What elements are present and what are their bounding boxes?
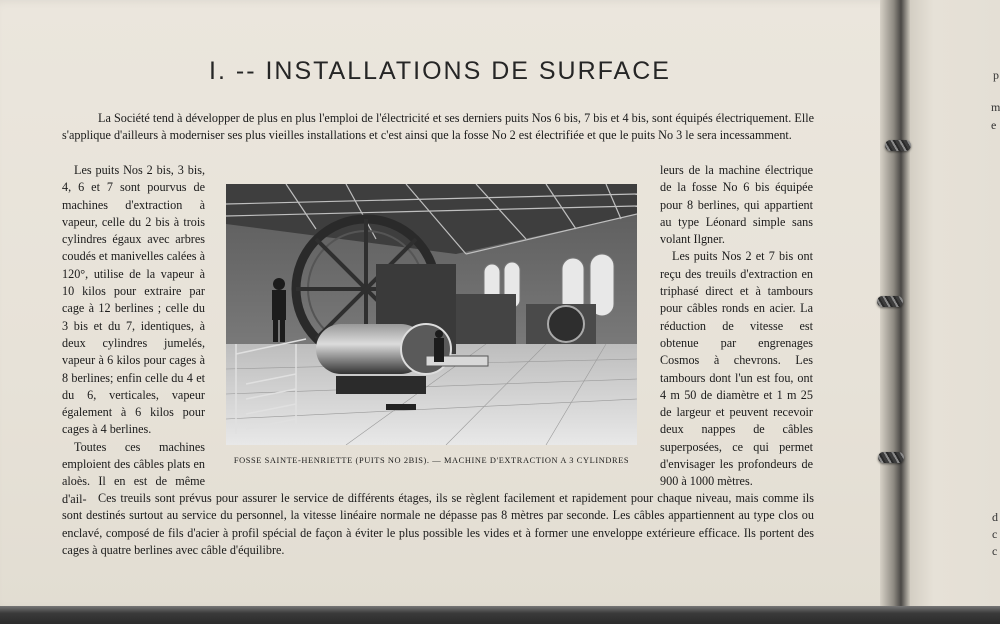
next-page-fragment: m bbox=[991, 100, 1000, 114]
book-gutter bbox=[880, 0, 910, 624]
engine-room-photo bbox=[226, 184, 637, 445]
intro-paragraph: La Société tend à développer de plus en plus l'emploi de l'électricité et ses derniers puits Nos 6 bis, 7 bis et 4 bis, sont équipés électriquement. Elle s'applique d'ailleurs à moderniser ses plus vieilles installations et c'est ainsi que la fosse No 2 est électrifiée et que le puits No 3 le sera incessamment. bbox=[62, 111, 814, 143]
next-page-fragment: c bbox=[992, 527, 998, 541]
left-column-paragraph: Toutes ces machines emploient des câbles plats en aloès. Il en est de même d'ail- bbox=[62, 439, 205, 506]
right-column bbox=[660, 162, 813, 491]
right-column-paragraph: leurs de la machine électrique de la fosse No 6 bis équipée pour 8 berlines, qui appartient au type Léonard simple sans volant Ilgner. bbox=[660, 163, 813, 247]
next-page-fragment: d bbox=[992, 510, 998, 524]
table-surface bbox=[0, 606, 1000, 624]
left-column-paragraph: Les puits Nos 2 bis, 3 bis, 4, 6 et 7 sont pourvus de machines d'extraction à vapeur, celle du 2 bis à trois cylindres égaux avec arbres coudés et manivelles calées à 120°, utilise de la vapeur à 10 kilos pour extraire par cage à 12 berlines ; celle du 3 bis et du 7, identiques, à deux cylindres jumelés, vapeur à 6 kilos pour cages à 8 berlines; enfin celle du 4 et du 6, verticales, vapeur également à 6 kilos pour cages à 4 berlines. bbox=[62, 163, 205, 437]
photo-illustration bbox=[226, 184, 637, 445]
photo-caption: FOSSE SAINTE-HENRIETTE (PUITS NO 2BIS). — MACHINE D'EXTRACTION A 3 CYLINDRES bbox=[233, 456, 630, 465]
binding-cord bbox=[878, 452, 904, 463]
right-column-paragraph: Les puits Nos 2 et 7 bis ont reçu des treuils d'extraction en triphasé direct et à tambours pour câbles ronds en acier. La réduction de vitesse est obtenue par engrenages Cosmos à chevrons. Les tambours dont l'un est fou, ont 4 m 50 de diamètre et 1 m 25 de largeur et peuvent recevoir deux nappes de câbles superposées, ce qui permet d'envisager les profondeurs de 900 à 1000 mètres. bbox=[660, 249, 813, 489]
page-title: I. -- INSTALLATIONS DE SURFACE bbox=[209, 56, 671, 85]
conclusion-paragraph: Ces treuils sont prévus pour assurer le service de différents étages, ils se règlent facilement et rapidement pour chaque niveau, mais comme ils sont destinés surtout au service du personnel, la vitesse linéaire normale ne dépasse pas 8 mètres par seconde. Les câbles appartiennent au type clos ou enclavé, composé de fils d'acier à profil spécial de façon à éviter le plus possible les vides et à former une enveloppe extérieure efficace. Ils portent des cages à quatre berlines avec câble d'équilibre. bbox=[62, 491, 814, 557]
next-page-fragment: c bbox=[992, 544, 998, 558]
binding-cord bbox=[877, 296, 903, 307]
next-page-fragment: e bbox=[991, 118, 997, 132]
next-page-fragment: p bbox=[993, 68, 999, 82]
left-column bbox=[62, 162, 205, 508]
binding-cord bbox=[885, 140, 911, 151]
next-page bbox=[905, 0, 1000, 615]
